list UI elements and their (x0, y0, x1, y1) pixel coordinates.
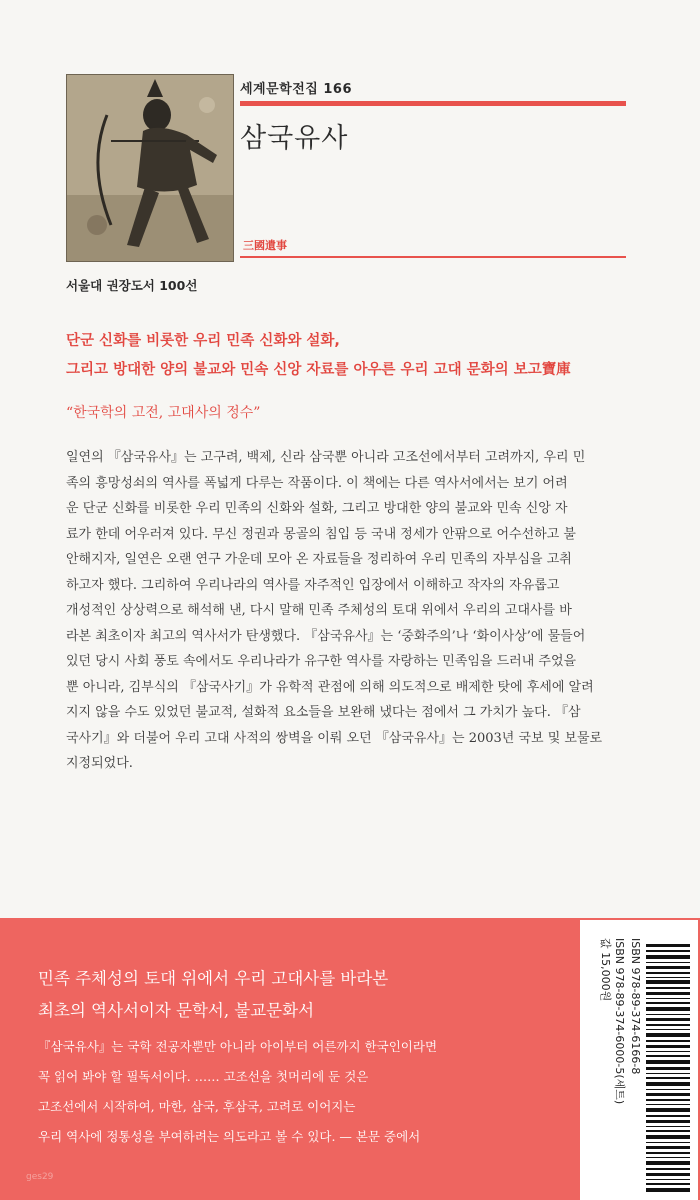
description-line: 뿐 아니라, 김부식의 『삼국사기』가 유학적 관점에 의해 의도적으로 배제한 탓에 후세에 알려 (66, 679, 594, 695)
description-line: 국사기』와 더불어 우리 고대 사적의 쌍벽을 이뤄 오던 『삼국유사』는 2003년 국보 및 보물로 (66, 730, 603, 746)
barcode-icon (646, 944, 690, 1192)
isbn-set-number: ISBN 978-89-374-6000-5(세트) (613, 938, 626, 1105)
panel-heading-1: 민족 주체성의 토대 위에서 우리 고대사를 바라본 (38, 969, 389, 988)
description-line: 료가 한데 어우러져 있다. 무신 정권과 몽골의 침입 등 국내 정세가 안팎으로 어수선하고 불 (66, 526, 576, 542)
library-stamp: ges29 (26, 1172, 54, 1182)
description-line: 있던 당시 사회 풍토 속에서도 우리나라가 유구한 역사를 자랑하는 민족임을 드러내 주었을 (66, 654, 577, 669)
description-line: 일연의 『삼국유사』는 고구려, 백제, 신라 삼국뿐 아니라 고조선에서부터 고려까지, 우리 민 (66, 450, 586, 465)
description-line: 지지 않을 수도 있었던 불교적, 설화적 요소들을 보완해 냈다는 점에서 그 가치가 높다. 『삼 (66, 705, 581, 720)
description-line: 운 단군 신화를 비롯한 우리 민족의 신화와 설화, 그리고 방대한 양의 불교와 민속 신앙 자 (66, 501, 568, 516)
bottom-divider (240, 256, 626, 258)
recommendation-label: 서울대 권장도서 100선 (66, 278, 198, 293)
price-label: 값 15,000원 (599, 938, 612, 1002)
series-label: 세계문학전집 166 (240, 82, 353, 97)
panel-line: 고조선에서 시작하여, 마한, 삼국, 후삼국, 고려로 이어지는 (38, 1099, 356, 1114)
description-line: 하고자 했다. 그리하여 우리나라의 역사를 자주적인 입장에서 이해하고 작자의 자유롭고 (66, 577, 560, 593)
description-line: 개성적인 상상력으로 해석해 낸, 다시 말해 민족 주체성의 토대 위에서 우리의 고대사를 바 (66, 603, 572, 618)
description-line: 족의 흥망성쇠의 역사를 폭넓게 다루는 작품이다. 이 책에는 다른 역사서에서는 보기 어려 (66, 475, 568, 491)
description-line: 안해지자, 일연은 오랜 연구 가운데 모아 온 자료들을 정리하여 우리 민족의 자부심을 고취 (66, 552, 572, 567)
panel-heading-2: 최초의 역사서이자 문학서, 불교문화서 (38, 1001, 315, 1020)
book-title: 삼국유사 (240, 123, 349, 154)
archer-mural-icon (67, 75, 233, 261)
description-line: 지정되었다. (66, 756, 133, 771)
panel-line: 꼭 읽어 봐야 할 필독서이다. …… 고조선을 첫머리에 둔 것은 (38, 1069, 369, 1084)
cover-illustration (66, 74, 234, 262)
headline-line-2: 그리고 방대한 양의 불교와 민속 신앙 자료를 아우른 우리 고대 문화의 보고寶庫 (66, 362, 571, 378)
tagline-quote: “한국학의 고전, 고대사의 정수” (66, 405, 261, 421)
headline-line-1: 단군 신화를 비롯한 우리 민족 신화와 설화, (66, 333, 340, 349)
isbn-number: ISBN 978-89-374-6166-8 (629, 938, 642, 1075)
top-divider (240, 101, 626, 106)
hanja-title: 三國遺事 (243, 239, 287, 252)
panel-line: 『삼국유사』는 국학 전공자뿐만 아니라 아이부터 어른까지 한국인이라면 (38, 1039, 438, 1054)
description-line: 라본 최초이자 최고의 역사서가 탄생했다. 『삼국유사』는 ‘중화주의’나 ‘화이사상’에 물들어 (66, 628, 586, 644)
panel-line: 우리 역사에 정통성을 부여하려는 의도라고 볼 수 있다. — 본문 중에서 (38, 1129, 421, 1144)
